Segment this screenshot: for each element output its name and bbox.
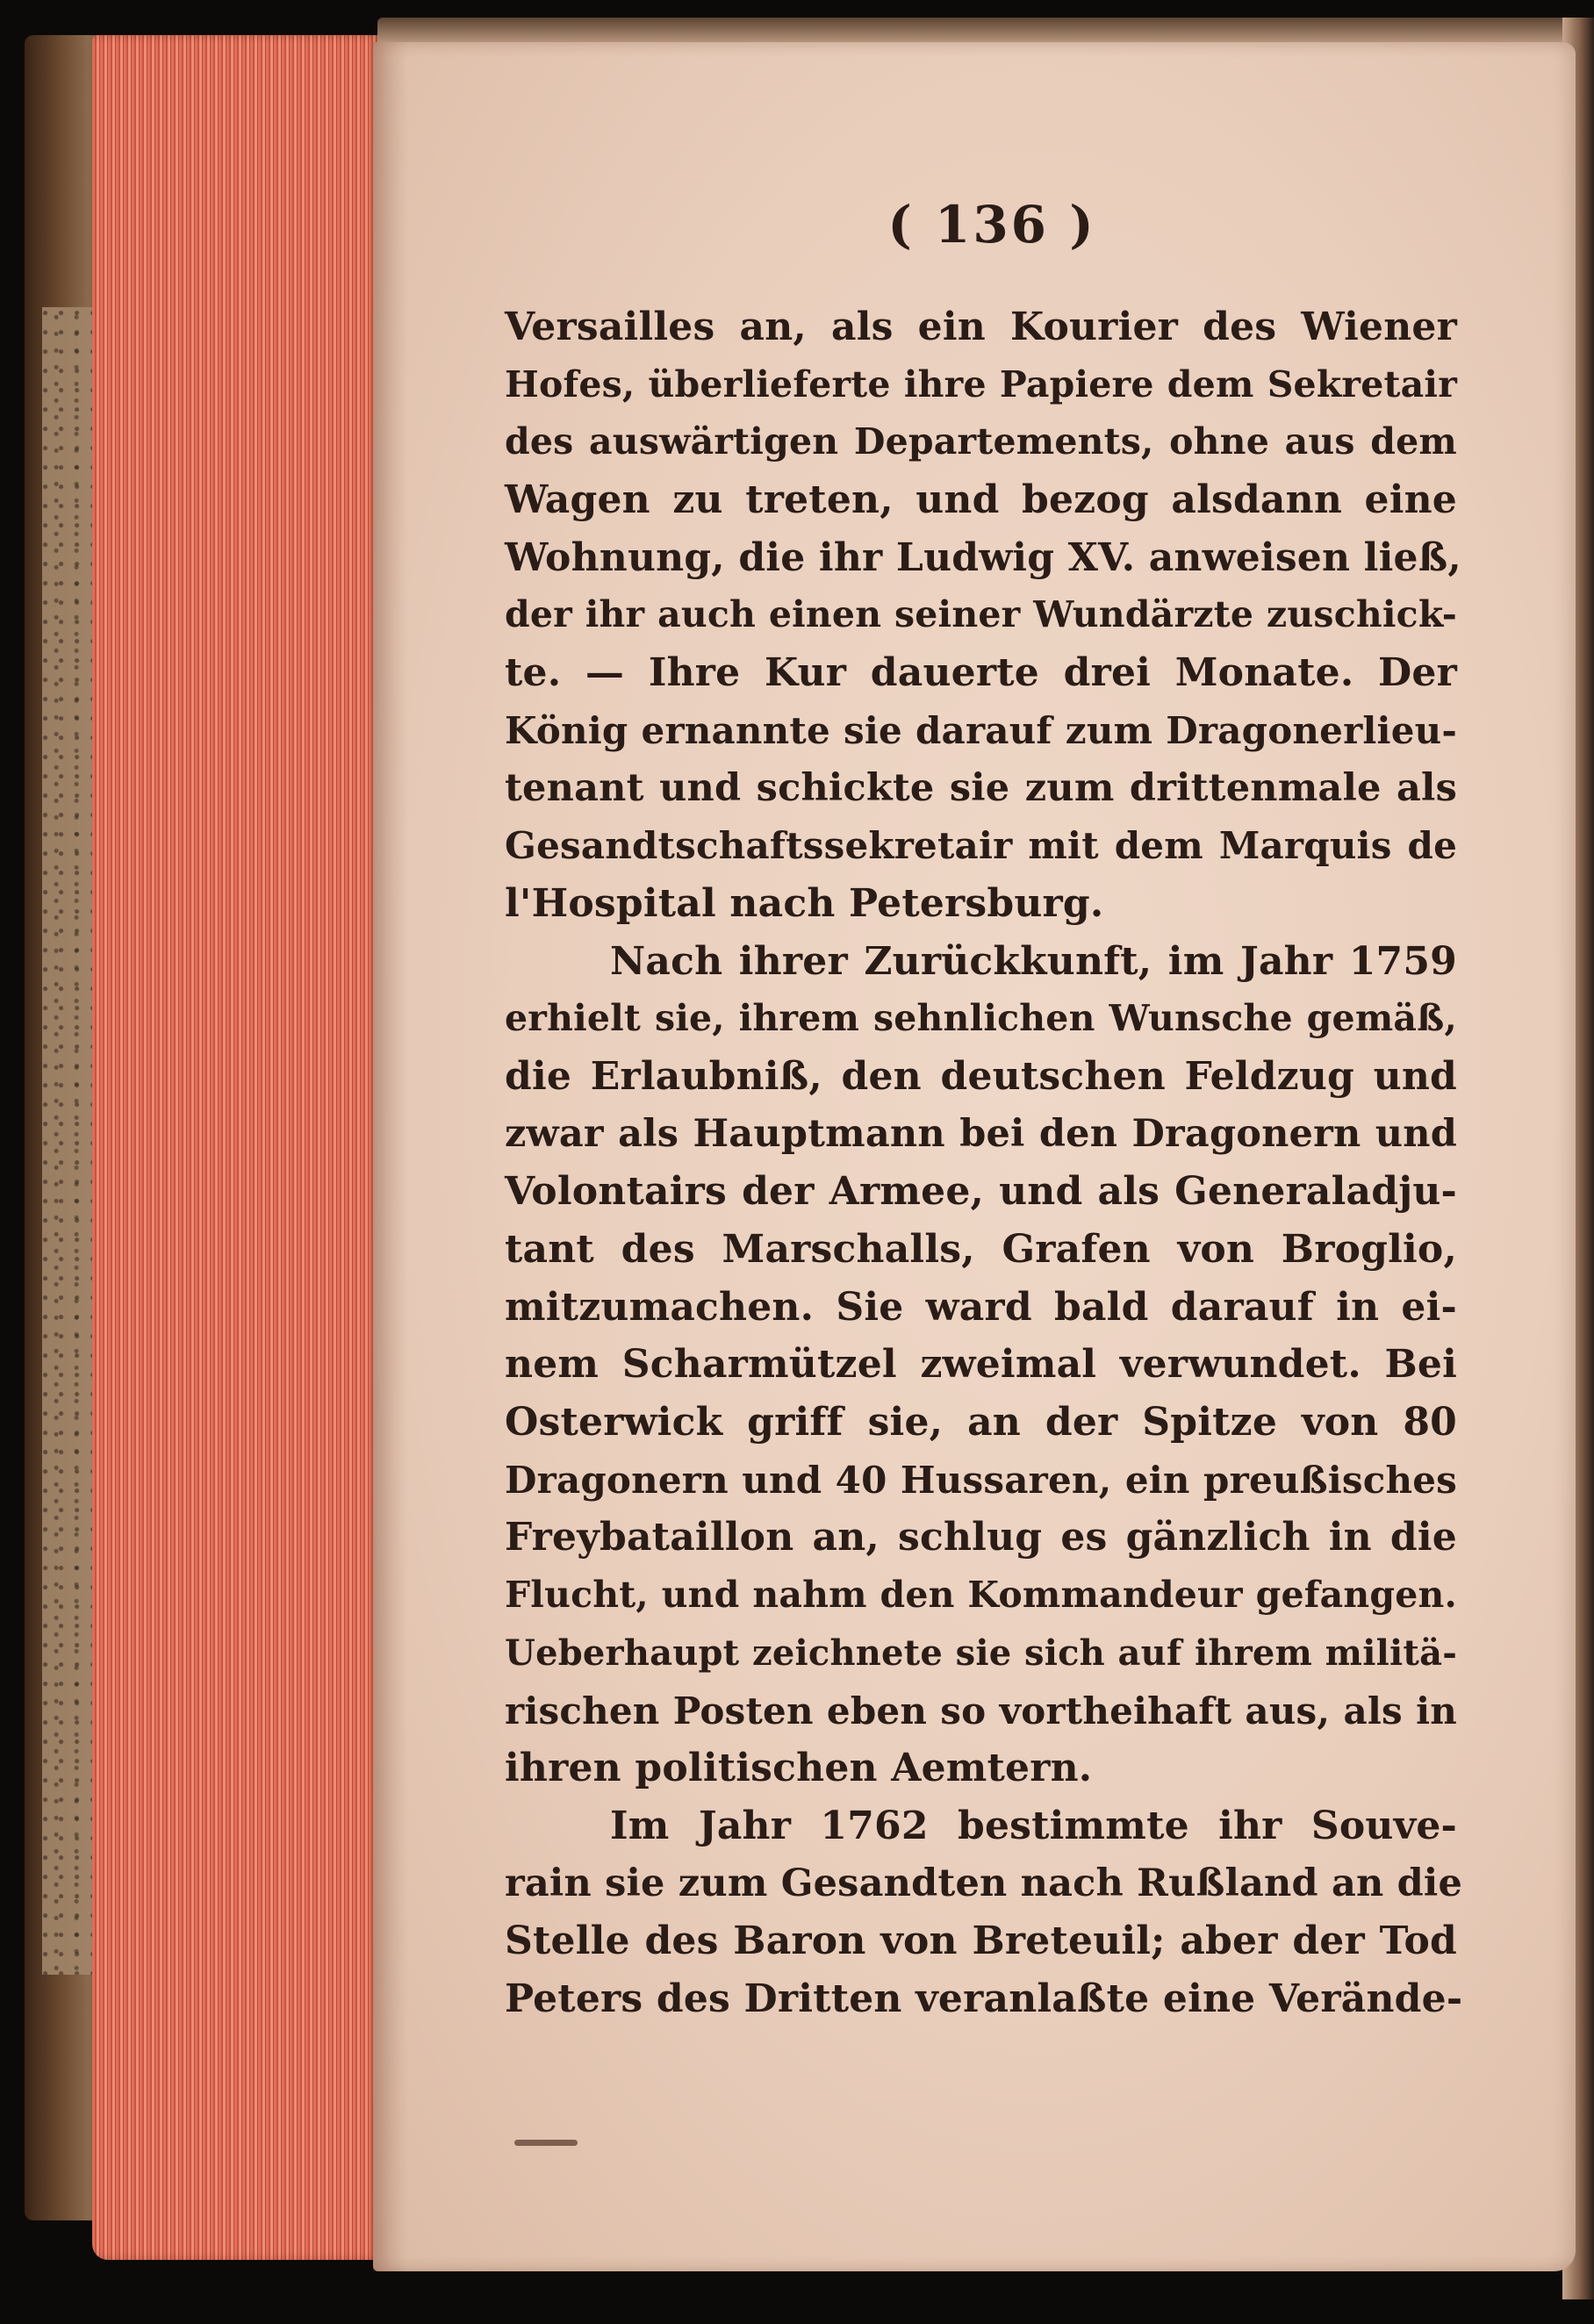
- text-line: nem Scharmützel zweimal verwundet. Bei: [505, 1342, 1457, 1388]
- page-text: [505, 298, 1463, 2028]
- text-line: Hofes, überlieferte ihre Papiere dem Sekretair: [505, 362, 1457, 405]
- page-gutter: [373, 42, 408, 2271]
- text-line: te. — Ihre Kur dauerte drei Monate. Der: [505, 650, 1457, 696]
- cover-marbled-board: [42, 307, 95, 1975]
- text-line: Freybataillon an, schlug es gänzlich in die: [505, 1515, 1457, 1560]
- text-line: Wagen zu treten, und bezog alsdann eine: [505, 477, 1457, 523]
- text-line: Dragonern und 40 Hussaren, ein preußisches: [505, 1458, 1457, 1502]
- text-line: mitzumachen. Sie ward bald darauf in ei-: [505, 1284, 1457, 1330]
- text-line: tant des Marschalls, Grafen von Broglio,: [505, 1227, 1457, 1272]
- text-line: der ihr auch einen seiner Wundärzte zuschick-: [505, 593, 1457, 636]
- text-line: Wohnung, die ihr Ludwig XV. anweisen ließ,: [505, 534, 1461, 580]
- text-line: die Erlaubniß, den deutschen Feldzug und: [505, 1053, 1457, 1099]
- text-line: Volontairs der Armee, und als Generaladju-: [505, 1169, 1457, 1215]
- text-line: Nach ihrer Zurückkunft, im Jahr 1759: [610, 938, 1457, 984]
- text-line: König ernannte sie darauf zum Dragonerlieu-: [505, 708, 1457, 752]
- text-line: Peters des Dritten veranlaßte eine Verände-: [505, 1976, 1463, 2021]
- text-line: l'Hospital nach Petersburg.: [505, 880, 1104, 926]
- text-line: rain sie zum Gesandten nach Rußland an die: [505, 1861, 1463, 1905]
- text-line: tenant und schickte sie zum drittenmale als: [505, 765, 1457, 810]
- text-line: Gesandtschaftssekretair mit dem Marquis de: [505, 824, 1457, 868]
- text-line: rischen Posten eben so vortheihaft aus, als in: [505, 1689, 1457, 1732]
- text-line: Osterwick griff sie, an der Spitze von 80: [505, 1400, 1457, 1445]
- text-line: erhielt sie, ihrem sehnlichen Wunsche gemäß,: [505, 997, 1457, 1040]
- red-page-edges: [92, 35, 382, 2260]
- text-line: zwar als Hauptmann bei den Dragonern und: [505, 1111, 1457, 1156]
- text-line: Versailles an, als ein Kourier des Wiener: [505, 305, 1457, 349]
- text-line: Im Jahr 1762 bestimmte ihr Souve-: [610, 1803, 1457, 1848]
- text-line: Ueberhaupt zeichnete sie sich auf ihrem militä-: [505, 1632, 1457, 1674]
- page-number: ( 136 ): [887, 195, 1096, 255]
- text-line: des auswärtigen Departements, ohne aus dem: [505, 420, 1457, 463]
- ink-mark: [514, 2140, 578, 2146]
- text-line: Flucht, und nahm den Kommandeur gefangen.: [505, 1574, 1457, 1617]
- text-line: ihren politischen Aemtern.: [505, 1746, 1093, 1791]
- text-line: Stelle des Baron von Breteuil; aber der Tod: [505, 1919, 1457, 1964]
